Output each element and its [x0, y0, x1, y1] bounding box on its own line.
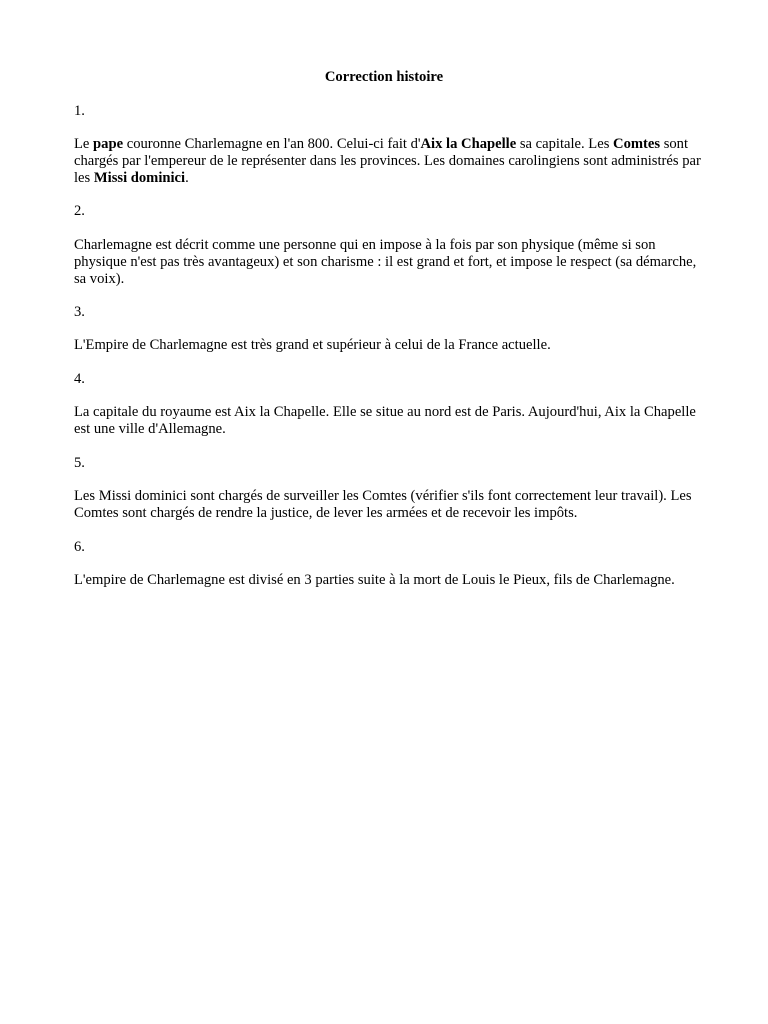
bold-term: Comtes [613, 136, 661, 152]
section-number: 5. [74, 455, 85, 471]
section-paragraph [74, 572, 702, 589]
section-paragraph [74, 136, 702, 186]
section-paragraph [74, 404, 702, 438]
section-number: 1. [74, 103, 85, 119]
bold-term: Missi dominici [93, 169, 186, 186]
text-run: La capitale du royaume est Aix la Chapelle. Elle se situe au nord est de Paris. Aujourd'hui, Aix la Chapelle est une ville d'Allemagne. [74, 404, 696, 437]
text-run: sa capitale. Les [516, 136, 614, 152]
section-number: 6. [74, 539, 85, 555]
document-title: Correction histoire [324, 69, 444, 85]
text-run: Charlemagne est décrit comme une personne qui en impose à la fois par son physique (même si son physique n'est pas très avantageux) et son charisme : il est grand et fort, et impose le respect (sa démarche, sa voix). [74, 237, 697, 287]
section-paragraph [74, 337, 702, 354]
text-run: sont chargés par l'empereur de le représenter dans les provinces. Les domaines carolingiens sont administrés par les [74, 136, 701, 186]
section-paragraph [74, 237, 702, 287]
text-run: couronne Charlemagne en l'an 800. Celui-ci fait d' [123, 136, 421, 152]
text-run: . [185, 169, 189, 186]
section-number: 3. [74, 304, 85, 320]
bold-term: Aix la Chapelle [420, 136, 517, 152]
section-number: 2. [74, 203, 85, 219]
bold-term: pape [93, 136, 124, 152]
text-run: Les Missi dominici sont chargés de surveiller les Comtes (vérifier s'ils font correctement leur travail). Les Comtes sont chargés de rendre la justice, de lever les armées et de recevoir les impôts. [74, 488, 692, 521]
section-paragraph [74, 488, 702, 522]
text-run: Le [74, 136, 94, 152]
text-run: L'empire de Charlemagne est divisé en 3 parties suite à la mort de Louis le Pieux, fils de Charlemagne. [74, 572, 675, 588]
section-number: 4. [74, 371, 85, 387]
text-run: L'Empire de Charlemagne est très grand et supérieur à celui de la France actuelle. [74, 337, 551, 353]
